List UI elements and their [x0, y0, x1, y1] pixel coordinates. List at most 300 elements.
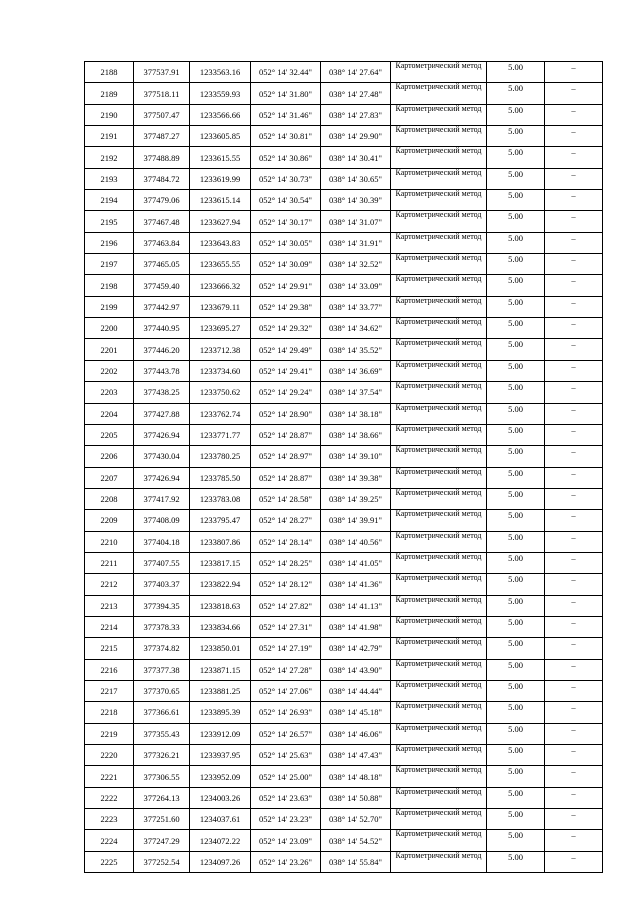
table-row [85, 424, 603, 445]
latitude-cell: 052° 14' 28.97" [251, 446, 321, 467]
note-cell: – [545, 232, 603, 253]
method-cell: Картометрический метод [391, 531, 487, 552]
y-coordinate-cell: 1234097.26 [190, 851, 251, 872]
table-row [85, 745, 603, 766]
accuracy-cell: 5.00 [487, 168, 545, 189]
latitude-cell: 052° 14' 29.91" [251, 275, 321, 296]
point-number-cell: 2188 [85, 62, 134, 83]
y-coordinate-cell: 1233605.85 [190, 126, 251, 147]
y-coordinate-cell: 1233559.93 [190, 83, 251, 104]
latitude-cell: 052° 14' 23.09" [251, 830, 321, 851]
y-coordinate-cell: 1233627.94 [190, 211, 251, 232]
method-cell: Картометрический метод [391, 296, 487, 317]
longitude-cell: 038° 14' 31.07" [321, 211, 391, 232]
x-coordinate-cell: 377264.13 [134, 787, 190, 808]
note-cell: – [545, 766, 603, 787]
accuracy-cell: 5.00 [487, 552, 545, 573]
method-cell: Картометрический метод [391, 552, 487, 573]
y-coordinate-cell: 1233666.32 [190, 275, 251, 296]
note-cell: – [545, 723, 603, 744]
accuracy-cell: 5.00 [487, 318, 545, 339]
longitude-cell: 038° 14' 41.36" [321, 574, 391, 595]
latitude-cell: 052° 14' 23.63" [251, 787, 321, 808]
table-row [85, 190, 603, 211]
longitude-cell: 038° 14' 39.91" [321, 510, 391, 531]
note-cell: – [545, 296, 603, 317]
latitude-cell: 052° 14' 28.27" [251, 510, 321, 531]
latitude-cell: 052° 14' 28.12" [251, 574, 321, 595]
accuracy-cell: 5.00 [487, 745, 545, 766]
note-cell: – [545, 659, 603, 680]
coordinates-table [84, 61, 603, 873]
latitude-cell: 052° 14' 26.57" [251, 723, 321, 744]
latitude-cell: 052° 14' 28.90" [251, 403, 321, 424]
y-coordinate-cell: 1233615.55 [190, 147, 251, 168]
x-coordinate-cell: 377440.95 [134, 318, 190, 339]
y-coordinate-cell: 1233734.60 [190, 360, 251, 381]
x-coordinate-cell: 377467.48 [134, 211, 190, 232]
point-number-cell: 2197 [85, 254, 134, 275]
method-cell: Картометрический метод [391, 830, 487, 851]
point-number-cell: 2215 [85, 638, 134, 659]
accuracy-cell: 5.00 [487, 360, 545, 381]
point-number-cell: 2195 [85, 211, 134, 232]
method-cell: Картометрический метод [391, 680, 487, 701]
accuracy-cell: 5.00 [487, 809, 545, 830]
longitude-cell: 038° 14' 29.90" [321, 126, 391, 147]
point-number-cell: 2222 [85, 787, 134, 808]
note-cell: – [545, 318, 603, 339]
note-cell: – [545, 104, 603, 125]
y-coordinate-cell: 1233834.66 [190, 616, 251, 637]
x-coordinate-cell: 377404.18 [134, 531, 190, 552]
x-coordinate-cell: 377426.94 [134, 424, 190, 445]
y-coordinate-cell: 1233795.47 [190, 510, 251, 531]
table-body [85, 62, 603, 873]
method-cell: Картометрический метод [391, 809, 487, 830]
x-coordinate-cell: 377442.97 [134, 296, 190, 317]
point-number-cell: 2189 [85, 83, 134, 104]
note-cell: – [545, 147, 603, 168]
x-coordinate-cell: 377366.61 [134, 702, 190, 723]
longitude-cell: 038° 14' 27.83" [321, 104, 391, 125]
table-row [85, 104, 603, 125]
note-cell: – [545, 595, 603, 616]
longitude-cell: 038° 14' 47.43" [321, 745, 391, 766]
longitude-cell: 038° 14' 52.70" [321, 809, 391, 830]
y-coordinate-cell: 1233712.38 [190, 339, 251, 360]
latitude-cell: 052° 14' 27.28" [251, 659, 321, 680]
x-coordinate-cell: 377487.27 [134, 126, 190, 147]
note-cell: – [545, 190, 603, 211]
table-row [85, 83, 603, 104]
note-cell: – [545, 638, 603, 659]
table-row [85, 467, 603, 488]
note-cell: – [545, 83, 603, 104]
point-number-cell: 2190 [85, 104, 134, 125]
point-number-cell: 2213 [85, 595, 134, 616]
table-row [85, 488, 603, 509]
point-number-cell: 2193 [85, 168, 134, 189]
note-cell: – [545, 211, 603, 232]
table-row [85, 574, 603, 595]
latitude-cell: 052° 14' 28.25" [251, 552, 321, 573]
note-cell: – [545, 254, 603, 275]
y-coordinate-cell: 1233566.66 [190, 104, 251, 125]
method-cell: Картометрический метод [391, 595, 487, 616]
note-cell: – [545, 702, 603, 723]
y-coordinate-cell: 1233818.63 [190, 595, 251, 616]
latitude-cell: 052° 14' 26.93" [251, 702, 321, 723]
longitude-cell: 038° 14' 38.18" [321, 403, 391, 424]
latitude-cell: 052° 14' 30.54" [251, 190, 321, 211]
accuracy-cell: 5.00 [487, 616, 545, 637]
point-number-cell: 2201 [85, 339, 134, 360]
y-coordinate-cell: 1234003.26 [190, 787, 251, 808]
longitude-cell: 038° 14' 27.64" [321, 62, 391, 83]
table-row [85, 275, 603, 296]
longitude-cell: 038° 14' 30.65" [321, 168, 391, 189]
point-number-cell: 2196 [85, 232, 134, 253]
latitude-cell: 052° 14' 28.14" [251, 531, 321, 552]
table-row [85, 211, 603, 232]
method-cell: Картометрический метод [391, 510, 487, 531]
table-row [85, 446, 603, 467]
y-coordinate-cell: 1233750.62 [190, 382, 251, 403]
method-cell: Картометрический метод [391, 62, 487, 83]
y-coordinate-cell: 1233780.25 [190, 446, 251, 467]
method-cell: Картометрический метод [391, 403, 487, 424]
method-cell: Картометрический метод [391, 574, 487, 595]
accuracy-cell: 5.00 [487, 83, 545, 104]
accuracy-cell: 5.00 [487, 851, 545, 872]
x-coordinate-cell: 377377.38 [134, 659, 190, 680]
longitude-cell: 038° 14' 43.90" [321, 659, 391, 680]
note-cell: – [545, 382, 603, 403]
note-cell: – [545, 531, 603, 552]
longitude-cell: 038° 14' 30.39" [321, 190, 391, 211]
x-coordinate-cell: 377537.91 [134, 62, 190, 83]
x-coordinate-cell: 377378.33 [134, 616, 190, 637]
note-cell: – [545, 403, 603, 424]
table-row [85, 147, 603, 168]
x-coordinate-cell: 377484.72 [134, 168, 190, 189]
method-cell: Картометрический метод [391, 745, 487, 766]
method-cell: Картометрический метод [391, 638, 487, 659]
x-coordinate-cell: 377518.11 [134, 83, 190, 104]
y-coordinate-cell: 1233817.15 [190, 552, 251, 573]
table-row [85, 531, 603, 552]
point-number-cell: 2211 [85, 552, 134, 573]
point-number-cell: 2208 [85, 488, 134, 509]
point-number-cell: 2212 [85, 574, 134, 595]
y-coordinate-cell: 1233937.95 [190, 745, 251, 766]
table-row [85, 232, 603, 253]
accuracy-cell: 5.00 [487, 638, 545, 659]
note-cell: – [545, 275, 603, 296]
note-cell: – [545, 510, 603, 531]
y-coordinate-cell: 1233643.83 [190, 232, 251, 253]
table-row [85, 254, 603, 275]
latitude-cell: 052° 14' 28.87" [251, 467, 321, 488]
note-cell: – [545, 126, 603, 147]
accuracy-cell: 5.00 [487, 232, 545, 253]
longitude-cell: 038° 14' 41.05" [321, 552, 391, 573]
longitude-cell: 038° 14' 45.18" [321, 702, 391, 723]
table-row [85, 787, 603, 808]
method-cell: Картометрический метод [391, 232, 487, 253]
x-coordinate-cell: 377426.94 [134, 467, 190, 488]
table-row [85, 702, 603, 723]
accuracy-cell: 5.00 [487, 126, 545, 147]
table-row [85, 723, 603, 744]
y-coordinate-cell: 1233655.55 [190, 254, 251, 275]
x-coordinate-cell: 377251.60 [134, 809, 190, 830]
x-coordinate-cell: 377374.82 [134, 638, 190, 659]
note-cell: – [545, 467, 603, 488]
longitude-cell: 038° 14' 48.18" [321, 766, 391, 787]
y-coordinate-cell: 1233871.15 [190, 659, 251, 680]
point-number-cell: 2194 [85, 190, 134, 211]
method-cell: Картометрический метод [391, 83, 487, 104]
accuracy-cell: 5.00 [487, 595, 545, 616]
latitude-cell: 052° 14' 30.73" [251, 168, 321, 189]
longitude-cell: 038° 14' 55.84" [321, 851, 391, 872]
method-cell: Картометрический метод [391, 488, 487, 509]
method-cell: Картометрический метод [391, 424, 487, 445]
x-coordinate-cell: 377507.47 [134, 104, 190, 125]
accuracy-cell: 5.00 [487, 830, 545, 851]
x-coordinate-cell: 377446.20 [134, 339, 190, 360]
latitude-cell: 052° 14' 28.58" [251, 488, 321, 509]
accuracy-cell: 5.00 [487, 680, 545, 701]
note-cell: – [545, 360, 603, 381]
longitude-cell: 038° 14' 35.52" [321, 339, 391, 360]
longitude-cell: 038° 14' 33.09" [321, 275, 391, 296]
note-cell: – [545, 574, 603, 595]
accuracy-cell: 5.00 [487, 147, 545, 168]
accuracy-cell: 5.00 [487, 190, 545, 211]
point-number-cell: 2221 [85, 766, 134, 787]
x-coordinate-cell: 377438.25 [134, 382, 190, 403]
point-number-cell: 2202 [85, 360, 134, 381]
table-row [85, 851, 603, 872]
latitude-cell: 052° 14' 30.86" [251, 147, 321, 168]
longitude-cell: 038° 14' 42.79" [321, 638, 391, 659]
longitude-cell: 038° 14' 36.69" [321, 360, 391, 381]
table-row [85, 552, 603, 573]
longitude-cell: 038° 14' 44.44" [321, 680, 391, 701]
method-cell: Картометрический метод [391, 339, 487, 360]
accuracy-cell: 5.00 [487, 531, 545, 552]
accuracy-cell: 5.00 [487, 403, 545, 424]
longitude-cell: 038° 14' 46.06" [321, 723, 391, 744]
longitude-cell: 038° 14' 34.62" [321, 318, 391, 339]
x-coordinate-cell: 377394.35 [134, 595, 190, 616]
method-cell: Картометрический метод [391, 446, 487, 467]
note-cell: – [545, 552, 603, 573]
method-cell: Картометрический метод [391, 126, 487, 147]
latitude-cell: 052° 14' 29.32" [251, 318, 321, 339]
y-coordinate-cell: 1233679.11 [190, 296, 251, 317]
point-number-cell: 2199 [85, 296, 134, 317]
x-coordinate-cell: 377430.04 [134, 446, 190, 467]
longitude-cell: 038° 14' 27.48" [321, 83, 391, 104]
latitude-cell: 052° 14' 27.06" [251, 680, 321, 701]
method-cell: Картометрический метод [391, 659, 487, 680]
longitude-cell: 038° 14' 39.10" [321, 446, 391, 467]
x-coordinate-cell: 377403.37 [134, 574, 190, 595]
longitude-cell: 038° 14' 41.13" [321, 595, 391, 616]
point-number-cell: 2207 [85, 467, 134, 488]
accuracy-cell: 5.00 [487, 211, 545, 232]
method-cell: Картометрический метод [391, 851, 487, 872]
accuracy-cell: 5.00 [487, 339, 545, 360]
latitude-cell: 052° 14' 29.24" [251, 382, 321, 403]
accuracy-cell: 5.00 [487, 424, 545, 445]
y-coordinate-cell: 1233771.77 [190, 424, 251, 445]
accuracy-cell: 5.00 [487, 659, 545, 680]
latitude-cell: 052° 14' 25.63" [251, 745, 321, 766]
point-number-cell: 2218 [85, 702, 134, 723]
method-cell: Картометрический метод [391, 787, 487, 808]
accuracy-cell: 5.00 [487, 275, 545, 296]
accuracy-cell: 5.00 [487, 702, 545, 723]
point-number-cell: 2225 [85, 851, 134, 872]
y-coordinate-cell: 1233850.01 [190, 638, 251, 659]
table-row [85, 126, 603, 147]
accuracy-cell: 5.00 [487, 104, 545, 125]
method-cell: Картометрический метод [391, 211, 487, 232]
accuracy-cell: 5.00 [487, 62, 545, 83]
x-coordinate-cell: 377408.09 [134, 510, 190, 531]
method-cell: Картометрический метод [391, 104, 487, 125]
x-coordinate-cell: 377407.55 [134, 552, 190, 573]
x-coordinate-cell: 377465.05 [134, 254, 190, 275]
accuracy-cell: 5.00 [487, 574, 545, 595]
x-coordinate-cell: 377326.21 [134, 745, 190, 766]
point-number-cell: 2204 [85, 403, 134, 424]
note-cell: – [545, 616, 603, 637]
method-cell: Картометрический метод [391, 467, 487, 488]
y-coordinate-cell: 1233822.94 [190, 574, 251, 595]
y-coordinate-cell: 1233895.39 [190, 702, 251, 723]
accuracy-cell: 5.00 [487, 254, 545, 275]
point-number-cell: 2224 [85, 830, 134, 851]
table-row [85, 296, 603, 317]
x-coordinate-cell: 377417.92 [134, 488, 190, 509]
table-row [85, 766, 603, 787]
point-number-cell: 2217 [85, 680, 134, 701]
point-number-cell: 2209 [85, 510, 134, 531]
note-cell: – [545, 830, 603, 851]
method-cell: Картометрический метод [391, 360, 487, 381]
y-coordinate-cell: 1233881.25 [190, 680, 251, 701]
table-row [85, 680, 603, 701]
x-coordinate-cell: 377247.29 [134, 830, 190, 851]
latitude-cell: 052° 14' 30.17" [251, 211, 321, 232]
x-coordinate-cell: 377355.43 [134, 723, 190, 744]
y-coordinate-cell: 1233695.27 [190, 318, 251, 339]
latitude-cell: 052° 14' 29.38" [251, 296, 321, 317]
latitude-cell: 052° 14' 30.81" [251, 126, 321, 147]
y-coordinate-cell: 1233785.50 [190, 467, 251, 488]
note-cell: – [545, 488, 603, 509]
latitude-cell: 052° 14' 30.05" [251, 232, 321, 253]
latitude-cell: 052° 14' 30.09" [251, 254, 321, 275]
longitude-cell: 038° 14' 32.52" [321, 254, 391, 275]
latitude-cell: 052° 14' 31.46" [251, 104, 321, 125]
point-number-cell: 2191 [85, 126, 134, 147]
longitude-cell: 038° 14' 50.88" [321, 787, 391, 808]
y-coordinate-cell: 1234037.61 [190, 809, 251, 830]
x-coordinate-cell: 377443.78 [134, 360, 190, 381]
longitude-cell: 038° 14' 54.52" [321, 830, 391, 851]
accuracy-cell: 5.00 [487, 510, 545, 531]
longitude-cell: 038° 14' 31.91" [321, 232, 391, 253]
note-cell: – [545, 339, 603, 360]
note-cell: – [545, 809, 603, 830]
point-number-cell: 2216 [85, 659, 134, 680]
x-coordinate-cell: 377479.06 [134, 190, 190, 211]
point-number-cell: 2198 [85, 275, 134, 296]
point-number-cell: 2200 [85, 318, 134, 339]
method-cell: Картометрический метод [391, 275, 487, 296]
note-cell: – [545, 168, 603, 189]
accuracy-cell: 5.00 [487, 446, 545, 467]
latitude-cell: 052° 14' 27.19" [251, 638, 321, 659]
x-coordinate-cell: 377459.40 [134, 275, 190, 296]
x-coordinate-cell: 377427.88 [134, 403, 190, 424]
latitude-cell: 052° 14' 25.00" [251, 766, 321, 787]
note-cell: – [545, 787, 603, 808]
x-coordinate-cell: 377252.54 [134, 851, 190, 872]
latitude-cell: 052° 14' 29.49" [251, 339, 321, 360]
table-row [85, 360, 603, 381]
y-coordinate-cell: 1234072.22 [190, 830, 251, 851]
accuracy-cell: 5.00 [487, 787, 545, 808]
longitude-cell: 038° 14' 39.25" [321, 488, 391, 509]
point-number-cell: 2206 [85, 446, 134, 467]
x-coordinate-cell: 377463.84 [134, 232, 190, 253]
table-row [85, 830, 603, 851]
latitude-cell: 052° 14' 27.31" [251, 616, 321, 637]
accuracy-cell: 5.00 [487, 382, 545, 403]
method-cell: Картометрический метод [391, 616, 487, 637]
method-cell: Картометрический метод [391, 766, 487, 787]
latitude-cell: 052° 14' 23.26" [251, 851, 321, 872]
point-number-cell: 2219 [85, 723, 134, 744]
accuracy-cell: 5.00 [487, 467, 545, 488]
x-coordinate-cell: 377370.65 [134, 680, 190, 701]
y-coordinate-cell: 1233912.09 [190, 723, 251, 744]
method-cell: Картометрический метод [391, 190, 487, 211]
table-row [85, 595, 603, 616]
point-number-cell: 2210 [85, 531, 134, 552]
latitude-cell: 052° 14' 31.80" [251, 83, 321, 104]
latitude-cell: 052° 14' 32.44" [251, 62, 321, 83]
y-coordinate-cell: 1233807.86 [190, 531, 251, 552]
accuracy-cell: 5.00 [487, 766, 545, 787]
method-cell: Картометрический метод [391, 702, 487, 723]
table-row [85, 809, 603, 830]
longitude-cell: 038° 14' 39.38" [321, 467, 391, 488]
method-cell: Картометрический метод [391, 318, 487, 339]
table-row [85, 403, 603, 424]
latitude-cell: 052° 14' 29.41" [251, 360, 321, 381]
latitude-cell: 052° 14' 28.87" [251, 424, 321, 445]
accuracy-cell: 5.00 [487, 488, 545, 509]
